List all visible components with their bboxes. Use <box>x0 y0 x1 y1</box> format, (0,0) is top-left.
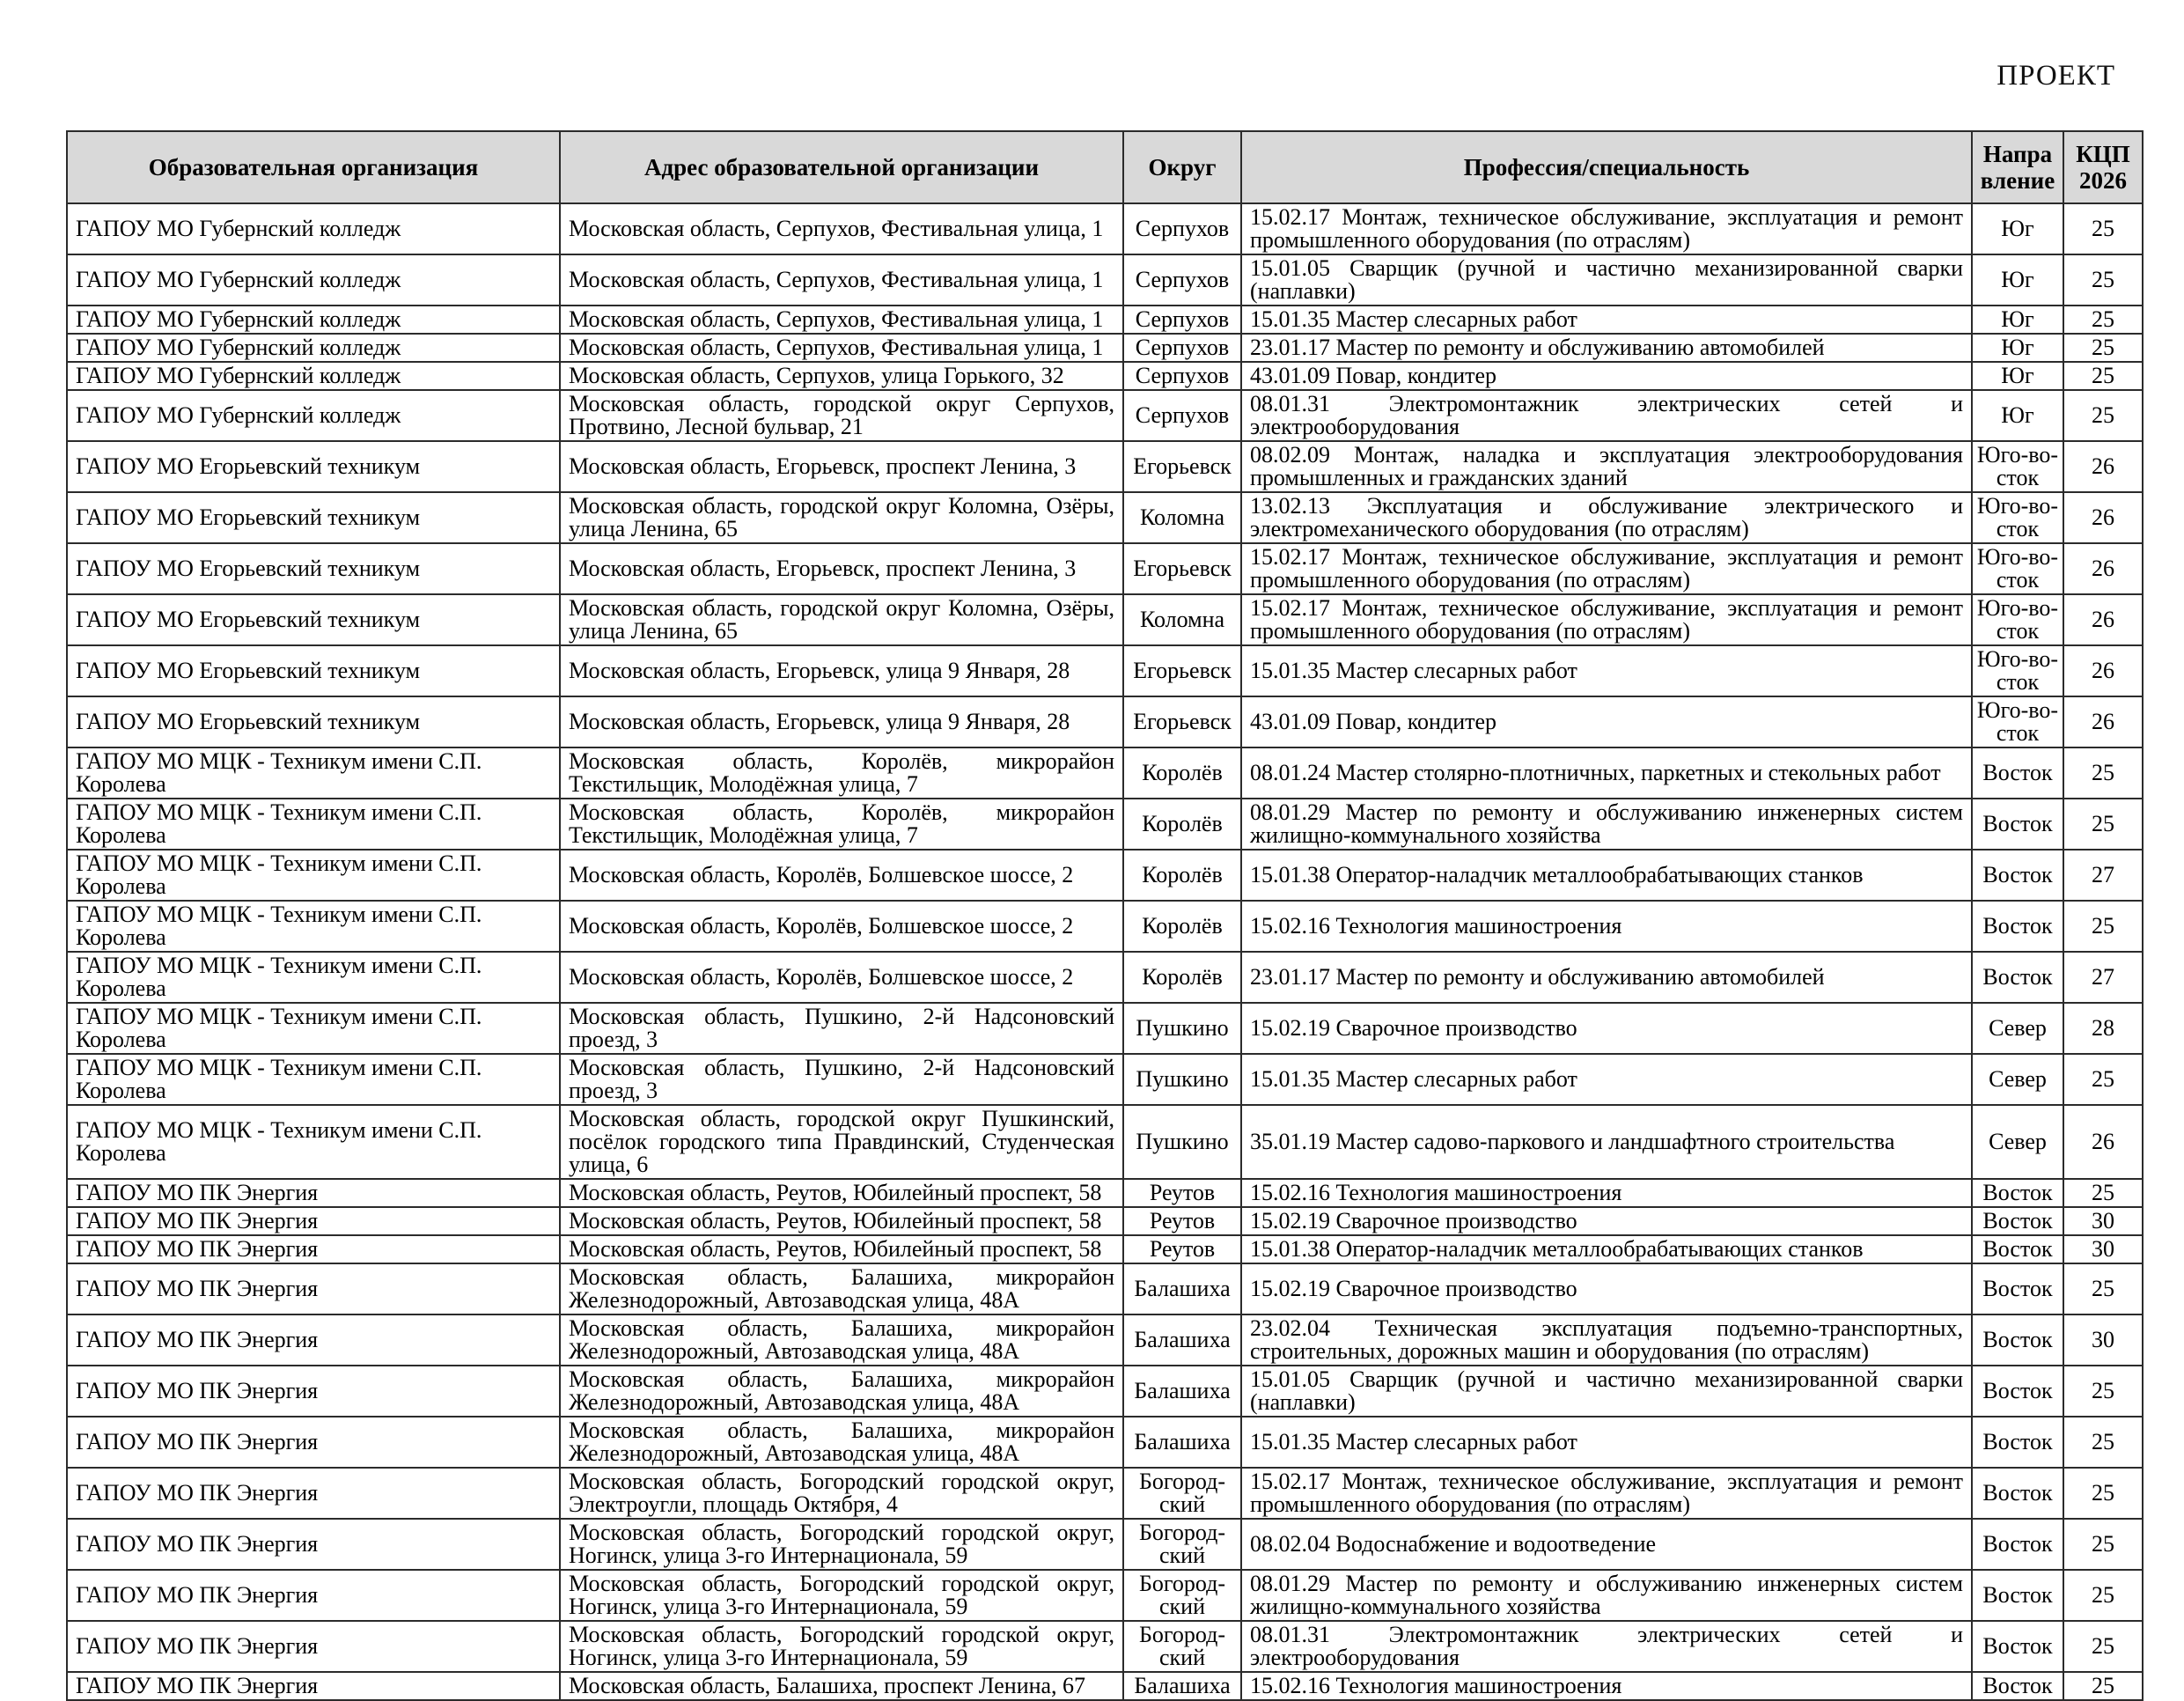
table-row <box>67 1105 2143 1179</box>
address-cell: Московская область, Егорьевск, проспект Ленина, 3 <box>560 543 1123 594</box>
org-cell: ГАПОУ МО Егорьевский техникум <box>67 594 560 645</box>
profession-cell: 43.01.09 Повар, кондитер <box>1241 696 1972 747</box>
address-cell: Московская область, Реутов, Юбилейный проспект, 58 <box>560 1235 1123 1263</box>
kcp-cell: 25 <box>2063 1366 2143 1417</box>
org-cell: ГАПОУ МО ПК Энергия <box>67 1468 560 1519</box>
profession-cell: 15.02.19 Сварочное производство <box>1241 1207 1972 1235</box>
district-cell: Королёв <box>1123 799 1241 850</box>
district-cell: Богородский <box>1123 1468 1241 1519</box>
direction-cell: Восток <box>1972 1366 2063 1417</box>
kcp-cell: 25 <box>2063 254 2143 306</box>
address-cell: Московская область, Серпухов, улица Горького, 32 <box>560 362 1123 390</box>
kcp-cell: 26 <box>2063 696 2143 747</box>
kcp-cell: 26 <box>2063 492 2143 543</box>
table-row <box>67 362 2143 390</box>
org-cell: ГАПОУ МО ПК Энергия <box>67 1314 560 1366</box>
address-cell: Московская область, Богородский городской округ, Ногинск, улица 3-го Интернационала, 59 <box>560 1570 1123 1621</box>
direction-cell: Восток <box>1972 1468 2063 1519</box>
org-cell: ГАПОУ МО Егорьевский техникум <box>67 696 560 747</box>
district-cell: Коломна <box>1123 492 1241 543</box>
table-row <box>67 254 2143 306</box>
district-cell: Пушкино <box>1123 1003 1241 1054</box>
table-row <box>67 1621 2143 1672</box>
table-row <box>67 441 2143 492</box>
kcp-cell: 30 <box>2063 1207 2143 1235</box>
address-cell: Московская область, городской округ Серпухов, Протвино, Лесной бульвар, 21 <box>560 390 1123 441</box>
profession-cell: 15.02.17 Монтаж, техническое обслуживание, эксплуатация и ремонт промышленного оборудования (по отраслям) <box>1241 1468 1972 1519</box>
district-cell: Богородский <box>1123 1570 1241 1621</box>
org-cell: ГАПОУ МО Егорьевский техникум <box>67 441 560 492</box>
district-cell: Королёв <box>1123 747 1241 799</box>
org-cell: ГАПОУ МО ПК Энергия <box>67 1179 560 1207</box>
kcp-cell: 27 <box>2063 850 2143 901</box>
address-cell: Московская область, Королёв, микрорайон Текстильщик, Молодёжная улица, 7 <box>560 799 1123 850</box>
kcp-cell: 25 <box>2063 799 2143 850</box>
direction-cell: Восток <box>1972 850 2063 901</box>
profession-cell: 15.01.05 Сварщик (ручной и частично механизированной сварки (наплавки) <box>1241 1366 1972 1417</box>
direction-cell: Юго-восток <box>1972 441 2063 492</box>
header-kcp-2026: КЦП 2026 <box>2063 131 2143 203</box>
profession-cell: 15.01.35 Мастер слесарных работ <box>1241 1054 1972 1105</box>
district-cell: Балашиха <box>1123 1417 1241 1468</box>
draft-label: ПРОЕКТ <box>1996 60 2115 92</box>
address-cell: Московская область, городской округ Пушкинский, посёлок городского типа Правдинский, Студенческая улица, 6 <box>560 1105 1123 1179</box>
org-cell: ГАПОУ МО ПК Энергия <box>67 1207 560 1235</box>
org-cell: ГАПОУ МО МЦК - Техникум имени С.П. Королева <box>67 850 560 901</box>
district-cell: Реутов <box>1123 1179 1241 1207</box>
table-row <box>67 1054 2143 1105</box>
org-cell: ГАПОУ МО МЦК - Техникум имени С.П. Королева <box>67 747 560 799</box>
direction-cell: Юг <box>1972 306 2063 334</box>
profession-cell: 15.01.35 Мастер слесарных работ <box>1241 306 1972 334</box>
profession-cell: 15.01.38 Оператор-наладчик металлообрабатывающих станков <box>1241 850 1972 901</box>
org-cell: ГАПОУ МО Губернский колледж <box>67 203 560 254</box>
kcp-cell: 25 <box>2063 1417 2143 1468</box>
direction-cell: Юг <box>1972 362 2063 390</box>
address-cell: Московская область, Пушкино, 2-й Надсоновский проезд, 3 <box>560 1054 1123 1105</box>
profession-cell: 15.01.35 Мастер слесарных работ <box>1241 645 1972 696</box>
profession-cell: 08.01.29 Мастер по ремонту и обслуживанию инженерных систем жилищно-коммунального хозяйства <box>1241 1570 1972 1621</box>
district-cell: Серпухов <box>1123 390 1241 441</box>
kcp-cell: 30 <box>2063 1235 2143 1263</box>
table-row <box>67 1263 2143 1314</box>
address-cell: Московская область, Королёв, Болшевское шоссе, 2 <box>560 952 1123 1003</box>
address-cell: Московская область, городской округ Коломна, Озёры, улица Ленина, 65 <box>560 594 1123 645</box>
address-cell: Московская область, Реутов, Юбилейный проспект, 58 <box>560 1207 1123 1235</box>
district-cell: Пушкино <box>1123 1105 1241 1179</box>
direction-cell: Юг <box>1972 254 2063 306</box>
district-cell: Богородский <box>1123 1621 1241 1672</box>
kcp-cell: 25 <box>2063 334 2143 362</box>
address-cell: Московская область, Егорьевск, улица 9 Января, 28 <box>560 696 1123 747</box>
table-row <box>67 1179 2143 1207</box>
district-cell: Егорьевск <box>1123 645 1241 696</box>
kcp-cell: 25 <box>2063 390 2143 441</box>
table-row <box>67 1314 2143 1366</box>
org-cell: ГАПОУ МО ПК Энергия <box>67 1417 560 1468</box>
direction-cell: Север <box>1972 1054 2063 1105</box>
org-cell: ГАПОУ МО МЦК - Техникум имени С.П. Королева <box>67 1003 560 1054</box>
kcp-cell: 25 <box>2063 1621 2143 1672</box>
org-cell: ГАПОУ МО Губернский колледж <box>67 254 560 306</box>
table-row <box>67 492 2143 543</box>
kcp-cell: 25 <box>2063 1054 2143 1105</box>
org-cell: ГАПОУ МО Губернский колледж <box>67 362 560 390</box>
direction-cell: Восток <box>1972 799 2063 850</box>
kcp-cell: 26 <box>2063 543 2143 594</box>
table-row <box>67 390 2143 441</box>
org-cell: ГАПОУ МО МЦК - Техникум имени С.П. Королева <box>67 1054 560 1105</box>
kcp-cell: 30 <box>2063 1314 2143 1366</box>
district-cell: Коломна <box>1123 594 1241 645</box>
address-cell: Московская область, Балашиха, микрорайон Железнодорожный, Автозаводская улица, 48А <box>560 1314 1123 1366</box>
direction-cell: Восток <box>1972 1235 2063 1263</box>
address-cell: Московская область, Богородский городской округ, Ногинск, улица 3-го Интернационала, 59 <box>560 1519 1123 1570</box>
district-cell: Пушкино <box>1123 1054 1241 1105</box>
direction-cell: Юго-восток <box>1972 543 2063 594</box>
district-cell: Балашиха <box>1123 1314 1241 1366</box>
district-cell: Богородский <box>1123 1519 1241 1570</box>
org-cell: ГАПОУ МО Егорьевский техникум <box>67 492 560 543</box>
profession-cell: 08.01.29 Мастер по ремонту и обслуживанию инженерных систем жилищно-коммунального хозяйства <box>1241 799 1972 850</box>
table-row <box>67 799 2143 850</box>
table-row <box>67 594 2143 645</box>
table-row <box>67 747 2143 799</box>
district-cell: Серпухов <box>1123 334 1241 362</box>
org-cell: ГАПОУ МО Егорьевский техникум <box>67 645 560 696</box>
table-row <box>67 1468 2143 1519</box>
table-header-row <box>67 131 2143 203</box>
profession-cell: 08.01.31 Электромонтажник электрических сетей и электрооборудования <box>1241 390 1972 441</box>
address-cell: Московская область, Балашиха, микрорайон Железнодорожный, Автозаводская улица, 48А <box>560 1417 1123 1468</box>
table-row <box>67 1003 2143 1054</box>
profession-cell: 15.02.19 Сварочное производство <box>1241 1263 1972 1314</box>
direction-cell: Юго-восток <box>1972 594 2063 645</box>
kcp-cell: 25 <box>2063 1672 2143 1700</box>
org-cell: ГАПОУ МО Губернский колледж <box>67 334 560 362</box>
address-cell: Московская область, городской округ Коломна, Озёры, улица Ленина, 65 <box>560 492 1123 543</box>
org-cell: ГАПОУ МО Губернский колледж <box>67 306 560 334</box>
direction-cell: Юго-восток <box>1972 696 2063 747</box>
address-cell: Московская область, Богородский городской округ, Электроугли, площадь Октября, 4 <box>560 1468 1123 1519</box>
direction-cell: Север <box>1972 1105 2063 1179</box>
org-cell: ГАПОУ МО ПК Энергия <box>67 1672 560 1700</box>
district-cell: Балашиха <box>1123 1263 1241 1314</box>
table-row <box>67 334 2143 362</box>
direction-cell: Восток <box>1972 901 2063 952</box>
profession-cell: 15.01.35 Мастер слесарных работ <box>1241 1417 1972 1468</box>
address-cell: Московская область, Балашиха, микрорайон Железнодорожный, Автозаводская улица, 48А <box>560 1366 1123 1417</box>
table-row <box>67 306 2143 334</box>
table-row <box>67 1235 2143 1263</box>
header-organization: Образовательная организация <box>67 131 560 203</box>
profession-cell: 15.02.17 Монтаж, техническое обслуживание, эксплуатация и ремонт промышленного оборудования (по отраслям) <box>1241 594 1972 645</box>
org-cell: ГАПОУ МО Губернский колледж <box>67 390 560 441</box>
address-cell: Московская область, Королёв, Болшевское шоссе, 2 <box>560 901 1123 952</box>
profession-cell: 15.02.17 Монтаж, техническое обслуживание, эксплуатация и ремонт промышленного оборудования (по отраслям) <box>1241 203 1972 254</box>
district-cell: Серпухов <box>1123 306 1241 334</box>
table-row <box>67 645 2143 696</box>
profession-cell: 15.01.38 Оператор-наладчик металлообрабатывающих станков <box>1241 1235 1972 1263</box>
profession-cell: 15.02.17 Монтаж, техническое обслуживание, эксплуатация и ремонт промышленного оборудования (по отраслям) <box>1241 543 1972 594</box>
direction-cell: Юг <box>1972 203 2063 254</box>
profession-cell: 23.01.17 Мастер по ремонту и обслуживанию автомобилей <box>1241 952 1972 1003</box>
district-cell: Реутов <box>1123 1235 1241 1263</box>
district-cell: Серпухов <box>1123 254 1241 306</box>
kcp-cell: 27 <box>2063 952 2143 1003</box>
org-cell: ГАПОУ МО МЦК - Техникум имени С.П. Королева <box>67 799 560 850</box>
direction-cell: Восток <box>1972 1263 2063 1314</box>
table-row <box>67 1570 2143 1621</box>
table-row <box>67 1366 2143 1417</box>
table-row <box>67 901 2143 952</box>
header-district: Округ <box>1123 131 1241 203</box>
direction-cell: Юг <box>1972 334 2063 362</box>
profession-cell: 23.02.04 Техническая эксплуатация подъемно-транспортных, строительных, дорожных машин и оборудования (по отраслям) <box>1241 1314 1972 1366</box>
profession-cell: 23.01.17 Мастер по ремонту и обслуживанию автомобилей <box>1241 334 1972 362</box>
district-cell: Королёв <box>1123 850 1241 901</box>
profession-cell: 15.02.16 Технология машиностроения <box>1241 1179 1972 1207</box>
kcp-cell: 25 <box>2063 362 2143 390</box>
header-profession: Профессия/специальность <box>1241 131 1972 203</box>
org-cell: ГАПОУ МО МЦК - Техникум имени С.П. Королева <box>67 1105 560 1179</box>
address-cell: Московская область, Егорьевск, проспект Ленина, 3 <box>560 441 1123 492</box>
direction-cell: Восток <box>1972 1519 2063 1570</box>
address-cell: Московская область, Егорьевск, улица 9 Января, 28 <box>560 645 1123 696</box>
org-cell: ГАПОУ МО ПК Энергия <box>67 1366 560 1417</box>
district-cell: Егорьевск <box>1123 543 1241 594</box>
org-cell: ГАПОУ МО ПК Энергия <box>67 1235 560 1263</box>
table-row <box>67 543 2143 594</box>
table-row <box>67 1519 2143 1570</box>
profession-cell: 08.02.04 Водоснабжение и водоотведение <box>1241 1519 1972 1570</box>
profession-cell: 08.01.31 Электромонтажник электрических сетей и электрооборудования <box>1241 1621 1972 1672</box>
profession-cell: 15.02.19 Сварочное производство <box>1241 1003 1972 1054</box>
direction-cell: Юго-восток <box>1972 645 2063 696</box>
direction-cell: Восток <box>1972 1314 2063 1366</box>
table-row <box>67 1417 2143 1468</box>
profession-cell: 15.02.16 Технология машиностроения <box>1241 901 1972 952</box>
table-row <box>67 952 2143 1003</box>
profession-cell: 35.01.19 Мастер садово-паркового и ландшафтного строительства <box>1241 1105 1972 1179</box>
direction-cell: Восток <box>1972 1417 2063 1468</box>
admission-plan-table <box>66 130 2144 1701</box>
address-cell: Московская область, Серпухов, Фестивальная улица, 1 <box>560 334 1123 362</box>
district-cell: Реутов <box>1123 1207 1241 1235</box>
profession-cell: 43.01.09 Повар, кондитер <box>1241 362 1972 390</box>
org-cell: ГАПОУ МО ПК Энергия <box>67 1570 560 1621</box>
address-cell: Московская область, Серпухов, Фестивальная улица, 1 <box>560 306 1123 334</box>
profession-cell: 13.02.13 Эксплуатация и обслуживание электрического и электромеханического оборудования (по отраслям) <box>1241 492 1972 543</box>
kcp-cell: 25 <box>2063 1570 2143 1621</box>
header-direction: Напра​вление <box>1972 131 2063 203</box>
district-cell: Балашиха <box>1123 1366 1241 1417</box>
address-cell: Московская область, Королёв, Болшевское шоссе, 2 <box>560 850 1123 901</box>
district-cell: Егорьевск <box>1123 696 1241 747</box>
direction-cell: Восток <box>1972 1621 2063 1672</box>
direction-cell: Юг <box>1972 390 2063 441</box>
kcp-cell: 25 <box>2063 1179 2143 1207</box>
address-cell: Московская область, Серпухов, Фестивальная улица, 1 <box>560 254 1123 306</box>
address-cell: Московская область, Серпухов, Фестивальная улица, 1 <box>560 203 1123 254</box>
direction-cell: Восток <box>1972 747 2063 799</box>
table-row <box>67 1207 2143 1235</box>
kcp-cell: 25 <box>2063 306 2143 334</box>
table-row <box>67 203 2143 254</box>
header-address: Адрес образовательной организации <box>560 131 1123 203</box>
profession-cell: 08.02.09 Монтаж, наладка и эксплуатация электрооборудования промышленных и гражданских зданий <box>1241 441 1972 492</box>
org-cell: ГАПОУ МО ПК Энергия <box>67 1519 560 1570</box>
kcp-cell: 26 <box>2063 441 2143 492</box>
org-cell: ГАПОУ МО МЦК - Техникум имени С.П. Королева <box>67 952 560 1003</box>
direction-cell: Восток <box>1972 1672 2063 1700</box>
table-row <box>67 850 2143 901</box>
kcp-cell: 25 <box>2063 901 2143 952</box>
district-cell: Королёв <box>1123 952 1241 1003</box>
district-cell: Егорьевск <box>1123 441 1241 492</box>
kcp-cell: 25 <box>2063 1519 2143 1570</box>
district-cell: Серпухов <box>1123 203 1241 254</box>
kcp-cell: 26 <box>2063 645 2143 696</box>
table-body <box>67 203 2143 1700</box>
table-row <box>67 696 2143 747</box>
table-row <box>67 1672 2143 1700</box>
kcp-cell: 25 <box>2063 747 2143 799</box>
address-cell: Московская область, Реутов, Юбилейный проспект, 58 <box>560 1179 1123 1207</box>
org-cell: ГАПОУ МО ПК Энергия <box>67 1621 560 1672</box>
district-cell: Серпухов <box>1123 362 1241 390</box>
kcp-cell: 25 <box>2063 1263 2143 1314</box>
org-cell: ГАПОУ МО ПК Энергия <box>67 1263 560 1314</box>
kcp-cell: 26 <box>2063 1105 2143 1179</box>
direction-cell: Восток <box>1972 1207 2063 1235</box>
org-cell: ГАПОУ МО МЦК - Техникум имени С.П. Королева <box>67 901 560 952</box>
district-cell: Балашиха <box>1123 1672 1241 1700</box>
district-cell: Королёв <box>1123 901 1241 952</box>
direction-cell: Восток <box>1972 1179 2063 1207</box>
profession-cell: 08.01.24 Мастер столярно-плотничных, паркетных и стекольных работ <box>1241 747 1972 799</box>
org-cell: ГАПОУ МО Егорьевский техникум <box>67 543 560 594</box>
profession-cell: 15.02.16 Технология машиностроения <box>1241 1672 1972 1700</box>
direction-cell: Восток <box>1972 952 2063 1003</box>
kcp-cell: 28 <box>2063 1003 2143 1054</box>
address-cell: Московская область, Балашиха, микрорайон Железнодорожный, Автозаводская улица, 48А <box>560 1263 1123 1314</box>
address-cell: Московская область, Королёв, микрорайон Текстильщик, Молодёжная улица, 7 <box>560 747 1123 799</box>
direction-cell: Юго-восток <box>1972 492 2063 543</box>
kcp-cell: 25 <box>2063 1468 2143 1519</box>
address-cell: Московская область, Балашиха, проспект Ленина, 67 <box>560 1672 1123 1700</box>
kcp-cell: 26 <box>2063 594 2143 645</box>
address-cell: Московская область, Богородский городской округ, Ногинск, улица 3-го Интернационала, 59 <box>560 1621 1123 1672</box>
kcp-cell: 25 <box>2063 203 2143 254</box>
direction-cell: Восток <box>1972 1570 2063 1621</box>
profession-cell: 15.01.05 Сварщик (ручной и частично механизированной сварки (наплавки) <box>1241 254 1972 306</box>
address-cell: Московская область, Пушкино, 2-й Надсоновский проезд, 3 <box>560 1003 1123 1054</box>
direction-cell: Север <box>1972 1003 2063 1054</box>
